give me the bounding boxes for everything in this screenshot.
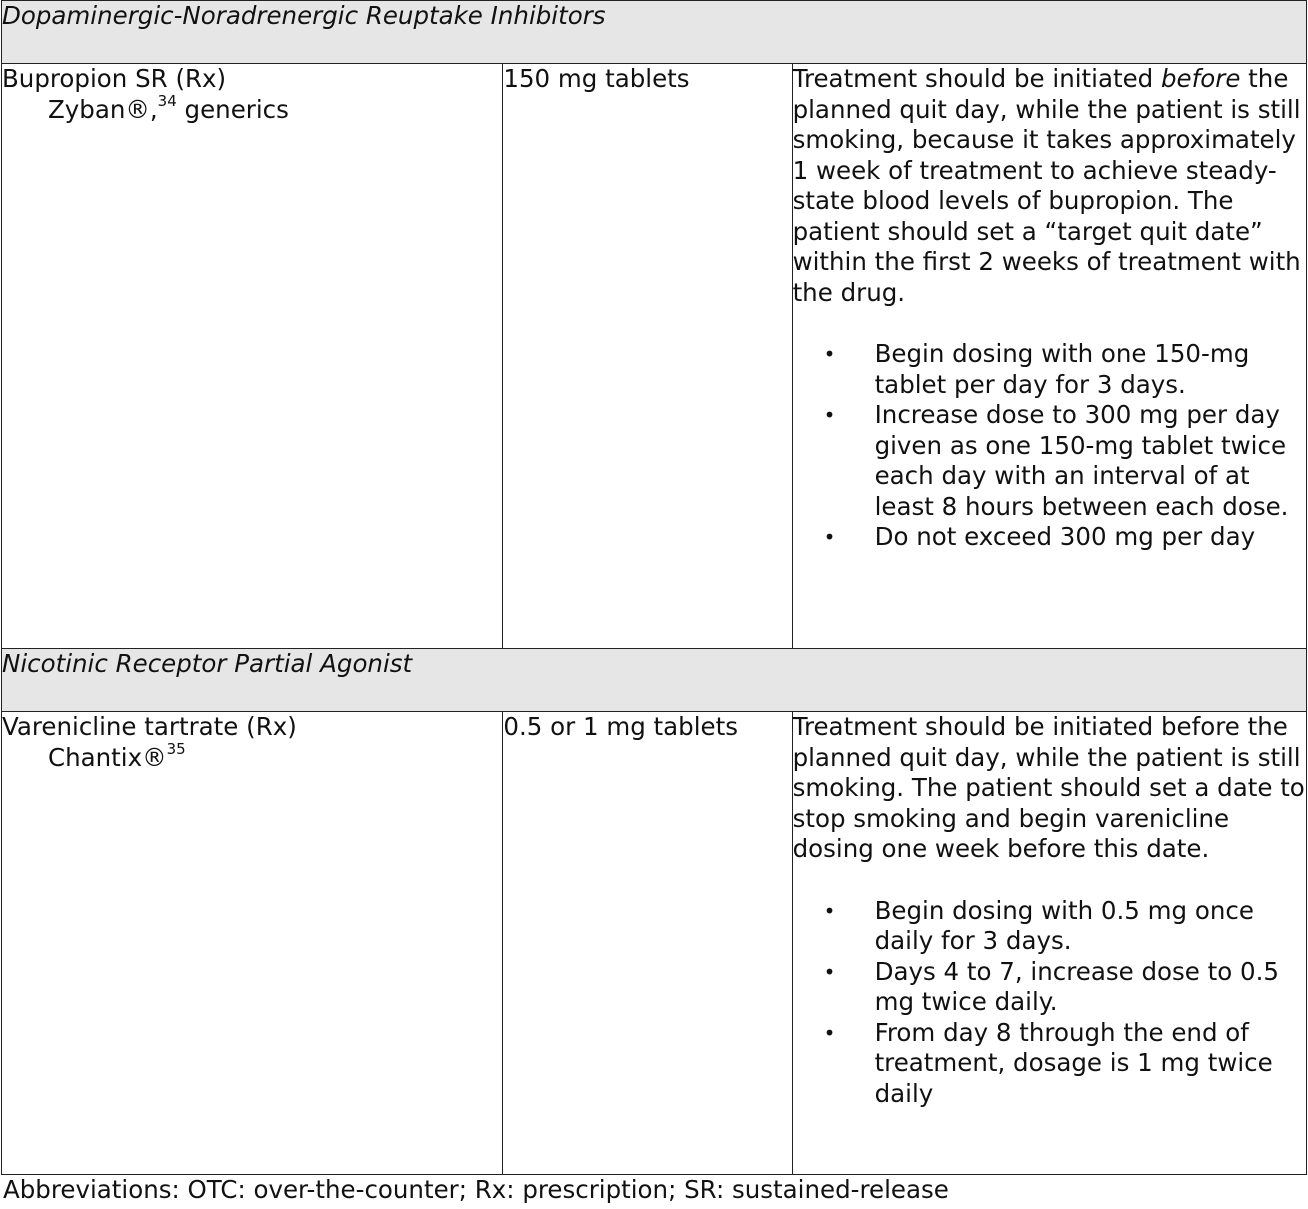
list-item [823,956,1306,1018]
drug-name-cell [2,64,503,649]
bullet-icon: • [823,342,836,366]
dosing-instructions [793,64,1306,308]
reference-number: 34 [157,92,177,111]
abbreviations-footnote: Abbreviations: OTC: over-the-counter; Rx: prescription; SR: sustained-release [3,1175,949,1204]
table-row [2,64,1307,649]
brand-names [2,740,502,774]
list-item [823,339,1306,400]
formulation: 150 mg tablets [503,64,690,93]
bullet-icon: • [823,959,836,984]
section-heading: Dopaminergic-Noradrenergic Reuptake Inhibitors [2,1,1307,64]
emphasis-text: before [1161,64,1241,93]
brand-suffix: generics [176,94,289,124]
formulation-cell [503,712,792,1175]
bullet-icon: • [823,898,836,923]
list-item-text: Begin dosing with 0.5 mg once daily for 3 days. [874,895,1254,955]
drug-dosing-table [1,0,1307,1175]
bullet-icon: • [823,525,836,549]
list-item [823,1017,1306,1110]
formulation-cell [503,64,792,649]
list-item [823,522,1306,553]
instruction-text: the planned quit day, while the patient is still smoking, because it takes approximately 1 week of treatment to achieve steady-state blood levels of bupropion. The patient should set a “target quit date” within the first 2 weeks of treatment with the drug. [792,64,1301,307]
section-header-row [2,649,1307,712]
list-item-text: From day 8 through the end of treatment, dosage is 1 mg twice daily [874,1017,1273,1108]
table-row [2,712,1307,1175]
formulation: 0.5 or 1 mg tablets [503,712,738,741]
dosing-cell [792,712,1306,1175]
dosing-steps-list [793,896,1306,1110]
brand-name: Chantix® [48,742,167,772]
list-item-text: Begin dosing with one 150-mg tablet per day for 3 days. [874,339,1250,399]
list-item-text: Do not exceed 300 mg per day [874,522,1256,551]
drug-name: Varenicline tartrate (Rx) [2,712,297,741]
dosing-cell [792,64,1306,649]
reference-number: 35 [166,740,186,759]
drug-name-cell [2,712,503,1175]
list-item-text: Days 4 to 7, increase dose to 0.5 mg twice daily. [874,956,1279,1016]
dosing-steps-list [793,339,1306,553]
list-item-text: Increase dose to 300 mg per day given as one 150-mg tablet twice each day with an interval of at least 8 hours between each dose. [874,400,1289,521]
section-heading: Nicotinic Receptor Partial Agonist [2,649,1307,712]
instruction-text: Treatment should be initiated [792,64,1161,93]
bullet-icon: • [823,1020,836,1045]
list-item [823,895,1306,957]
brand-name: Zyban®, [48,94,158,124]
brand-names [2,92,502,126]
list-item [823,400,1306,522]
drug-name: Bupropion SR (Rx) [2,64,227,93]
section-header-row [2,1,1307,64]
dosing-instructions: Treatment should be initiated before the planned quit day, while the patient is still smoking. The patient should set a date to stop smoking and begin varenicline dosing one week before this date. [792,712,1305,863]
bullet-icon: • [823,403,836,427]
